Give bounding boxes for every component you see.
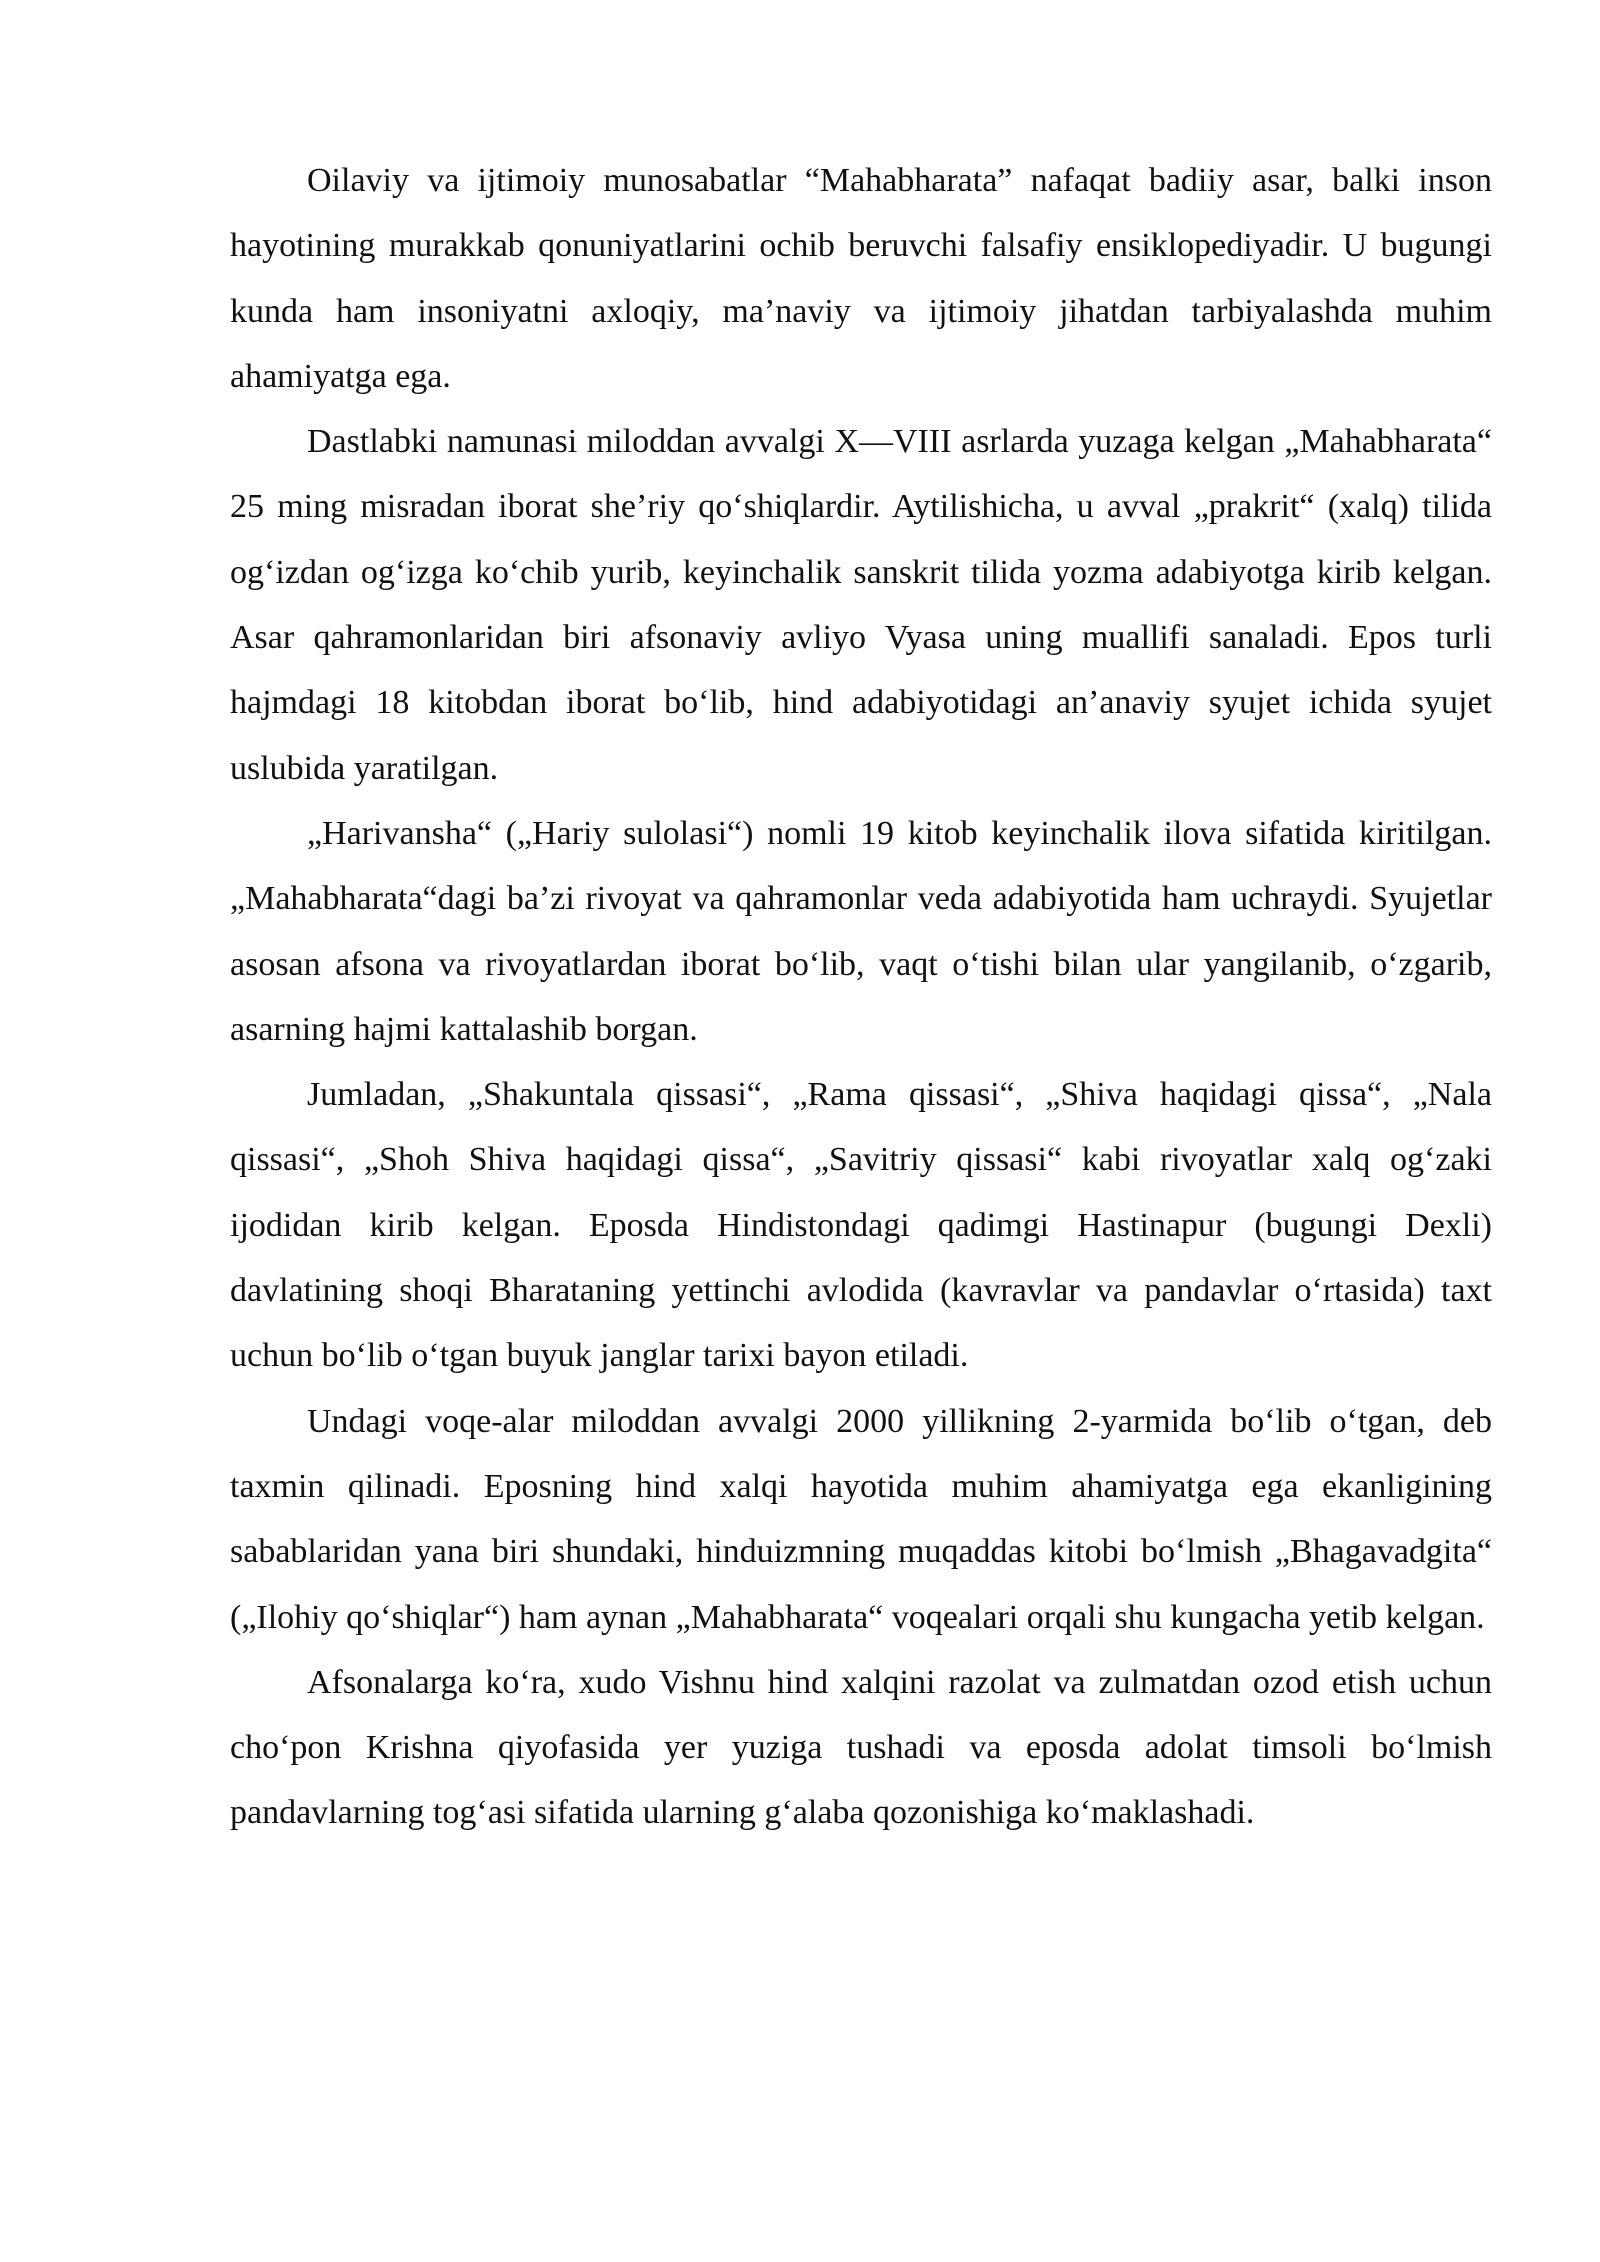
paragraph-4: Jumladan, „Shakuntala qissasi“, „Rama qissasi“, „Shiva haqidagi qissa“, „Nala qissasi“, „Shoh Shiva haqidagi qissa“, „Savitriy qissasi“ kabi rivoyatlar xalq og‘zaki ijodidan kirib kelgan. Eposda Hindistondagi qadimgi Hastinapur (bugungi Dexli) davlatining shoqi Bharataning yettinchi avlodida (kavravlar va pandavlar o‘rtasida) taxt uchun bo‘lib o‘tgan buyuk janglar tarixi bayon etiladi.	[230, 1076, 1492, 1375]
paragraph-6: Afsonalarga ko‘ra, xudo Vishnu hind xalqini razolat va zulmatdan ozod etish uchun cho‘pon Krishna qiyofasida yer yuziga tushadi va eposda adolat timsoli bo‘lmish pandavlarning tog‘asi sifatida ularning g‘alaba qozonishiga ko‘maklashadi.	[230, 1663, 1492, 1832]
paragraph-3: „Harivansha“ („Hariy sulolasi“) nomli 19 kitob keyinchalik ilova sifatida kiritilgan. „Mahabharata“dagi ba’zi rivoyat va qahramonlar veda adabiyotida ham uchraydi. Syujetlar asosan afsona va rivoyatlardan iborat bo‘lib, vaqt o‘tishi bilan ular yangilanib, o‘zgarib, asarning hajmi kattalashib borgan.	[230, 814, 1492, 1048]
document-body	[230, 148, 1492, 1846]
paragraph-5: Undagi voqe-alar miloddan avvalgi 2000 yillikning 2-yarmida bo‘lib o‘tgan, deb taxmin qilinadi. Eposning hind xalqi hayotida muhim ahamiyatga ega ekanligining sabablaridan yana biri shundaki, hinduizmning muqaddas kitobi bo‘lmish „Bhagavadgita“ („Ilohiy qo‘shiqlar“) ham aynan „Mahabharata“ voqealari orqali shu kungacha yetib kelgan.	[230, 1402, 1492, 1636]
paragraph-1: Oilaviy va ijtimoiy munosabatlar “Mahabharata” nafaqat badiiy asar, balki inson hayotining murakkab qonuniyatlarini ochib beruvchi falsafiy ensiklopediyadir. U bugungi kunda ham insoniyatni axloqiy, ma’naviy va ijtimoiy jihatdan tarbiyalashda muhim ahamiyatga ega.	[230, 162, 1492, 395]
paragraph-2: Dastlabki namunasi miloddan avvalgi X—VIII asrlarda yuzaga kelgan „Mahabharata“ 25 ming misradan iborat she’riy qo‘shiqlardir. Aytilishicha, u avval „prakrit“ (xalq) tilida og‘izdan og‘izga ko‘chib yurib, keyinchalik sanskrit tilida yozma adabiyotga kirib kelgan. Asar qahramonlaridan biri afsonaviy avliyo Vyasa uning muallifi sanaladi. Epos turli hajmdagi 18 kitobdan iborat bo‘lib, hind adabiyotidagi an’anaviy syujet ichida syujet uslubida yaratilgan.	[230, 423, 1492, 787]
